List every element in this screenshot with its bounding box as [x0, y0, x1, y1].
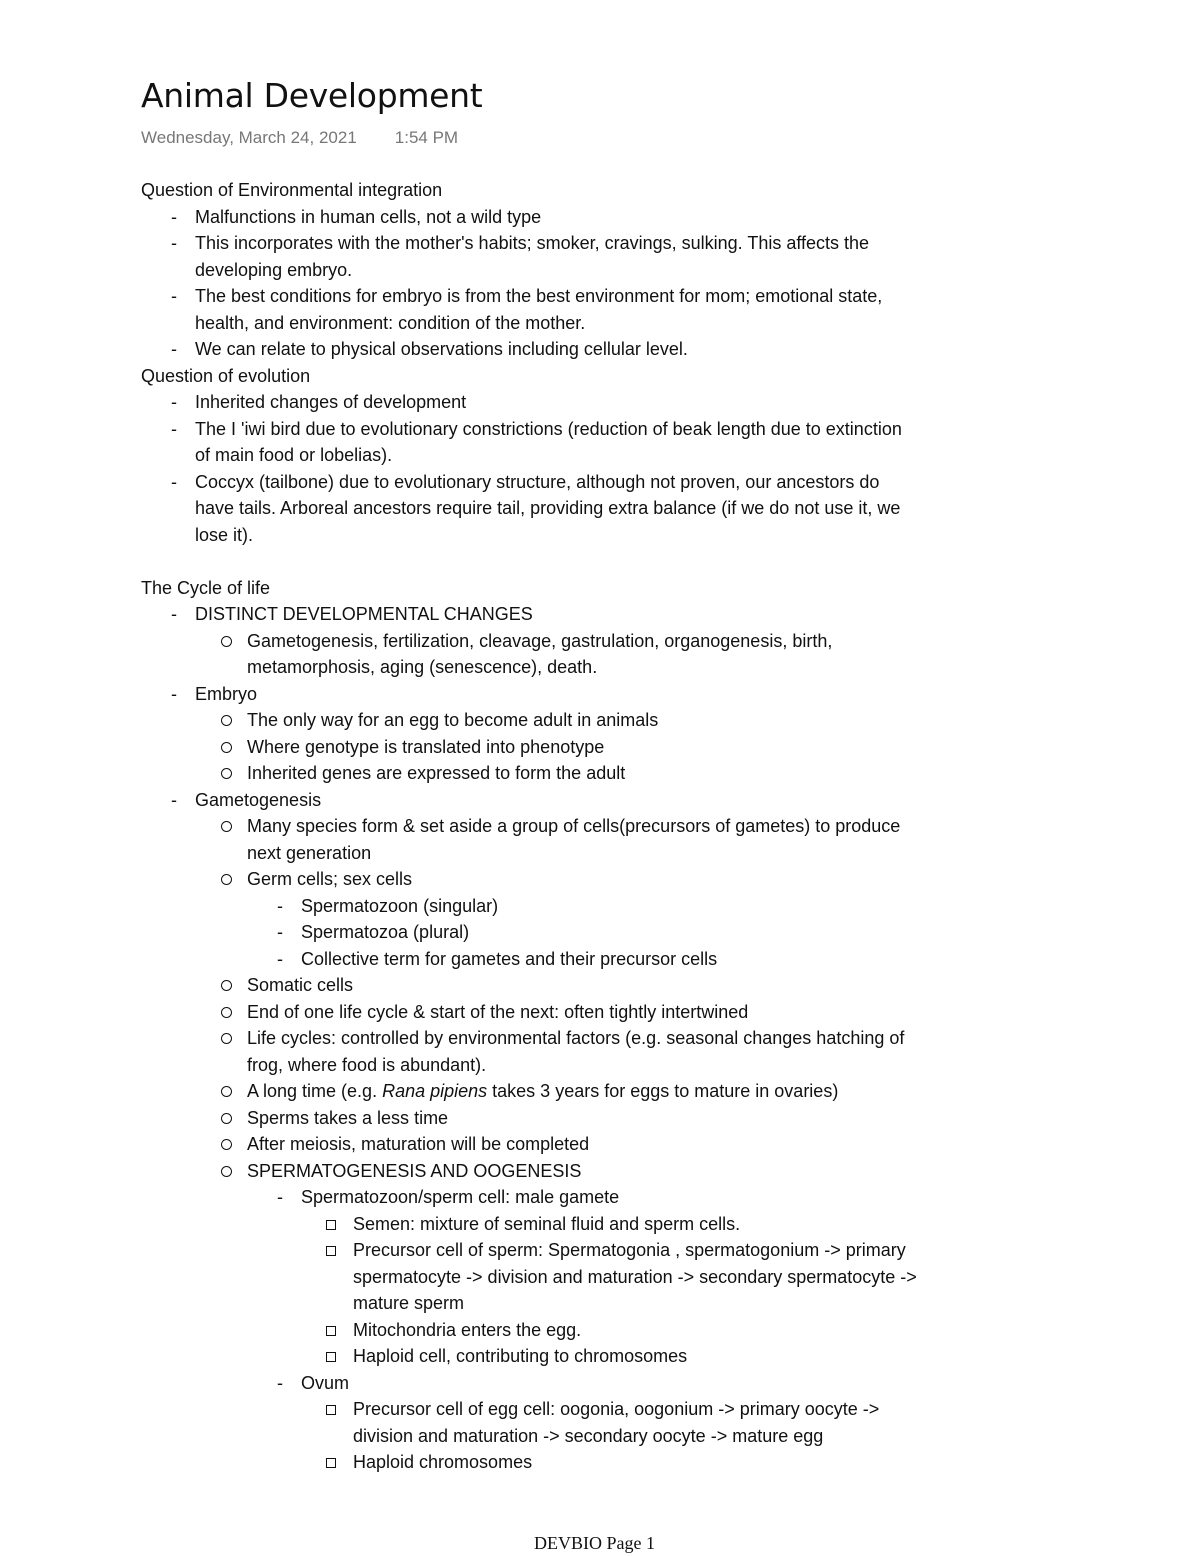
list-item-text: Coccyx (tailbone) due to evolutionary structure, although not proven, our ancestors do	[195, 471, 880, 492]
section-heading	[141, 363, 1041, 390]
note-time: 1:54 PM	[394, 128, 459, 147]
square-bullet-icon	[326, 1405, 336, 1415]
section-heading	[141, 575, 1041, 602]
list-item-text: Sperms takes a less time	[247, 1107, 449, 1128]
list-item-text: next generation	[247, 842, 372, 863]
list-item	[141, 999, 1041, 1026]
list-item	[141, 1237, 1041, 1264]
circle-bullet-icon	[221, 821, 232, 832]
list-item-continuation	[141, 522, 1041, 549]
dash-bullet-icon: -	[171, 471, 177, 492]
list-item-continuation	[141, 1052, 1041, 1079]
list-item	[141, 1317, 1041, 1344]
list-item	[141, 946, 1041, 973]
list-item	[141, 1396, 1041, 1423]
list-item	[141, 469, 1041, 496]
list-item-continuation	[141, 1290, 1041, 1317]
list-item-text: Precursor cell of egg cell: oogonia, oogonium -> primary oocyte ->	[353, 1399, 880, 1419]
list-item-text: Spermatozoon (singular)	[301, 895, 499, 916]
circle-bullet-icon	[221, 1086, 232, 1097]
list-item-text: Spermatozoon/sperm cell: male gamete	[301, 1187, 620, 1207]
list-item-text: spermatocyte -> division and maturation -> secondary spermatocyte ->	[353, 1266, 917, 1287]
list-item	[141, 681, 1041, 708]
list-item-text: Inherited genes are expressed to form the adult	[247, 763, 626, 783]
list-item-text: Haploid chromosomes	[353, 1452, 533, 1472]
list-item	[141, 760, 1041, 787]
dash-bullet-icon: -	[277, 1187, 283, 1207]
list-item-text: DISTINCT DEVELOPMENTAL CHANGES	[195, 604, 533, 624]
list-item-text: We can relate to physical observations including cellular level.	[195, 339, 688, 359]
list-item-text: Somatic cells	[247, 975, 354, 995]
list-item-text: metamorphosis, aging (senescence), death.	[247, 657, 598, 677]
list-item	[141, 230, 1041, 257]
list-item-text: lose it).	[195, 524, 254, 545]
circle-bullet-icon	[221, 980, 232, 991]
list-item	[141, 813, 1041, 840]
list-item	[141, 416, 1041, 443]
list-item	[141, 336, 1041, 363]
list-item-continuation	[141, 257, 1041, 284]
dash-bullet-icon: -	[171, 339, 177, 359]
list-item	[141, 1105, 1041, 1132]
dash-bullet-icon: -	[277, 948, 283, 969]
page-title: Animal Development	[141, 76, 483, 115]
dash-bullet-icon: -	[277, 922, 283, 942]
list-item-continuation	[141, 654, 1041, 681]
list-item-continuation	[141, 310, 1041, 337]
species-name: Rana pipiens	[382, 1081, 488, 1101]
list-item-text: The only way for an egg to become adult in animals	[247, 710, 659, 730]
list-item	[141, 707, 1041, 734]
list-item-text: SPERMATOGENESIS AND OOGENESIS	[247, 1160, 582, 1181]
list-item-text: A long time (e.g.	[247, 1081, 383, 1101]
list-item	[141, 628, 1041, 655]
dash-bullet-icon: -	[171, 392, 177, 412]
list-item	[141, 601, 1041, 628]
dash-bullet-icon: -	[171, 604, 177, 624]
list-item-text: Inherited changes of development	[195, 392, 467, 412]
circle-bullet-icon	[221, 1033, 232, 1044]
page-footer: DEVBIO Page 1	[534, 1533, 655, 1553]
list-item	[141, 1343, 1041, 1370]
list-item-text: Life cycles: controlled by environmental factors (e.g. seasonal changes hatching of	[247, 1028, 905, 1048]
list-item-text: Spermatozoa (plural)	[301, 922, 470, 942]
list-item	[141, 866, 1041, 893]
list-item	[141, 1078, 1041, 1105]
list-item-text: End of one life cycle & start of the next: often tightly intertwined	[247, 1001, 749, 1022]
list-item-continuation	[141, 840, 1041, 867]
list-item-text: The Cycle of life	[141, 577, 271, 598]
note-date: Wednesday, March 24, 2021	[141, 128, 357, 147]
list-item-text: Semen: mixture of seminal fluid and sperm cells.	[353, 1213, 741, 1234]
list-item	[141, 1025, 1041, 1052]
dash-bullet-icon: -	[277, 895, 283, 916]
circle-bullet-icon	[221, 1139, 232, 1150]
list-item	[141, 972, 1041, 999]
square-bullet-icon	[326, 1246, 336, 1256]
circle-bullet-icon	[221, 1113, 232, 1124]
list-item-continuation	[141, 1423, 1041, 1450]
square-bullet-icon	[326, 1220, 336, 1230]
list-item	[141, 1184, 1041, 1211]
list-item-text: After meiosis, maturation will be completed	[247, 1134, 590, 1154]
list-item	[141, 1370, 1041, 1397]
list-item-text: Question of evolution	[141, 365, 311, 386]
note-body	[141, 177, 1041, 1476]
circle-bullet-icon	[221, 636, 232, 647]
list-item-text: Mitochondria enters the egg.	[353, 1319, 582, 1340]
circle-bullet-icon	[221, 1007, 232, 1018]
square-bullet-icon	[326, 1458, 336, 1468]
list-item	[141, 283, 1041, 310]
list-item-text: The I 'iwi bird due to evolutionary constrictions (reduction of beak length due to extinction	[195, 418, 902, 439]
list-item	[141, 734, 1041, 761]
list-item-text: takes 3 years for eggs to mature in ovaries)	[487, 1081, 839, 1101]
section-heading	[141, 177, 1041, 204]
square-bullet-icon	[326, 1326, 336, 1336]
list-item	[141, 893, 1041, 920]
dash-bullet-icon: -	[171, 418, 177, 439]
list-item-text: mature sperm	[353, 1293, 465, 1313]
circle-bullet-icon	[221, 715, 232, 726]
list-item-text: Gametogenesis, fertilization, cleavage, gastrulation, organogenesis, birth,	[247, 630, 833, 651]
list-item-text: The best conditions for embryo is from the best environment for mom; emotional state,	[195, 286, 883, 306]
circle-bullet-icon	[221, 768, 232, 779]
list-item-text: Gametogenesis	[195, 789, 322, 810]
list-item-text: Collective term for gametes and their precursor cells	[301, 948, 718, 969]
note-datetime	[141, 126, 458, 150]
square-bullet-icon	[326, 1352, 336, 1362]
list-item-text: of main food or lobelias).	[195, 445, 393, 465]
list-item-continuation	[141, 495, 1041, 522]
dash-bullet-icon: -	[171, 683, 177, 704]
list-item-continuation	[141, 442, 1041, 469]
dash-bullet-icon: -	[277, 1372, 283, 1393]
dash-bullet-icon: -	[171, 286, 177, 306]
list-item	[141, 1131, 1041, 1158]
list-item-text: Where genotype is translated into phenotype	[247, 736, 605, 757]
list-item-continuation	[141, 1264, 1041, 1291]
dash-bullet-icon: -	[171, 789, 177, 810]
list-item-text: Ovum	[301, 1372, 350, 1393]
list-item	[141, 1158, 1041, 1185]
list-item-text: health, and environment: condition of the mother.	[195, 312, 586, 333]
list-item-text: This incorporates with the mother's habits; smoker, cravings, sulking. This affects the	[195, 233, 870, 253]
list-item-text: have tails. Arboreal ancestors require tail, providing extra balance (if we do not use it, we	[195, 498, 901, 518]
list-item	[141, 204, 1041, 231]
list-item-text: Question of Environmental integration	[141, 180, 443, 200]
list-item-text: Haploid cell, contributing to chromosomes	[353, 1346, 688, 1366]
list-item-text: Germ cells; sex cells	[247, 869, 413, 889]
list-item	[141, 1449, 1041, 1476]
circle-bullet-icon	[221, 742, 232, 753]
list-item	[141, 1211, 1041, 1238]
list-item-text: developing embryo.	[195, 259, 353, 280]
list-item-text: Embryo	[195, 683, 258, 704]
list-item-text: frog, where food is abundant).	[247, 1054, 487, 1075]
circle-bullet-icon	[221, 874, 232, 885]
list-item-text: division and maturation -> secondary oocyte -> mature egg	[353, 1425, 824, 1446]
dash-bullet-icon: -	[171, 206, 177, 227]
circle-bullet-icon	[221, 1166, 232, 1177]
blank-line	[141, 548, 1041, 575]
list-item-text: Precursor cell of sperm: Spermatogonia , spermatogonium -> primary	[353, 1240, 906, 1260]
dash-bullet-icon: -	[171, 233, 177, 253]
list-item-text: Malfunctions in human cells, not a wild type	[195, 206, 542, 227]
list-item-text: Many species form & set aside a group of cells(precursors of gametes) to produce	[247, 816, 901, 836]
list-item	[141, 787, 1041, 814]
list-item	[141, 919, 1041, 946]
list-item	[141, 389, 1041, 416]
